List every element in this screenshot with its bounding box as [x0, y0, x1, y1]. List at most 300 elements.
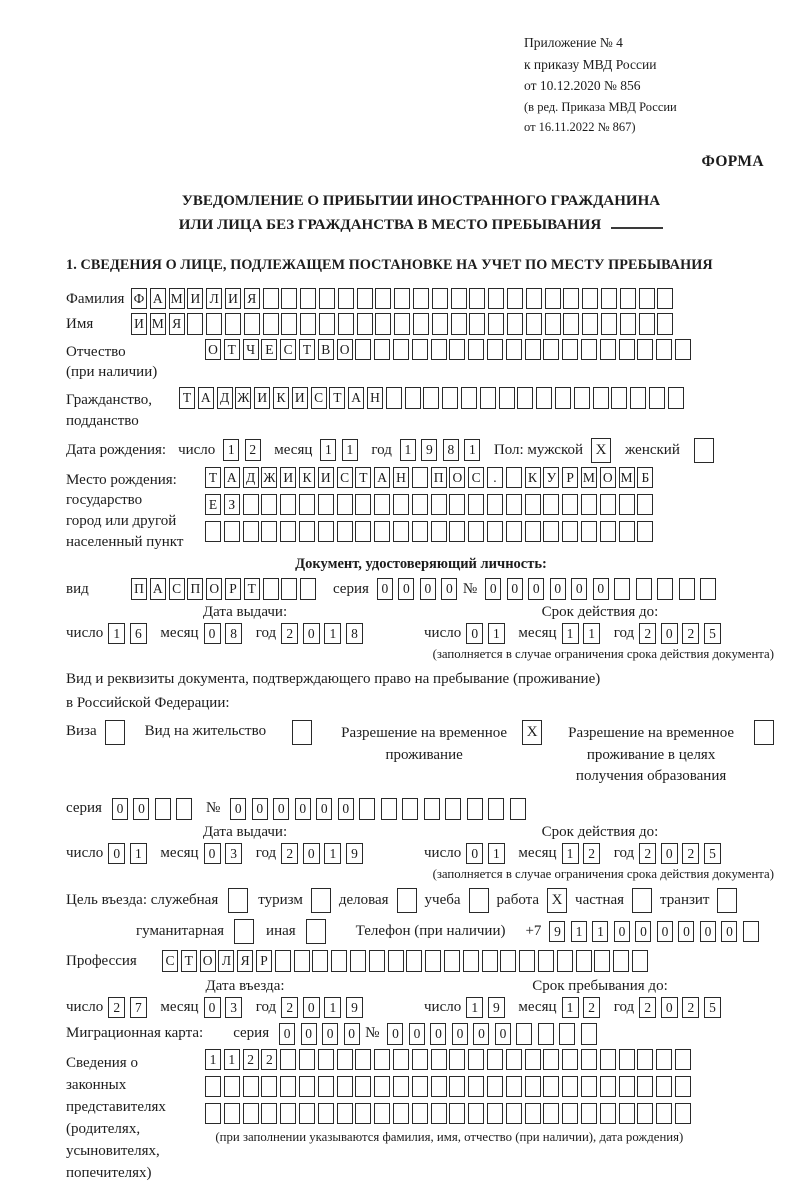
- citizenship-cell[interactable]: [386, 387, 402, 409]
- guardians-3-cell[interactable]: [468, 1103, 484, 1125]
- patronymic-cell[interactable]: Ч: [243, 339, 259, 361]
- guardians-2-cell[interactable]: [280, 1076, 296, 1098]
- permit-issue-day-cell[interactable]: 1: [130, 843, 147, 865]
- guardians-3-cell[interactable]: [412, 1103, 428, 1125]
- citizenship-cell[interactable]: [649, 387, 665, 409]
- guardians-1-cell[interactable]: [374, 1049, 390, 1071]
- guardians-1-cell[interactable]: [355, 1049, 371, 1071]
- phone-cell[interactable]: [743, 921, 759, 943]
- mig-number-cell[interactable]: [559, 1023, 575, 1045]
- permit-number-cell[interactable]: 0: [230, 798, 246, 820]
- doc-number-cell[interactable]: 0: [571, 578, 587, 600]
- given-name-cell[interactable]: [601, 313, 617, 335]
- guardians-3-cell[interactable]: [619, 1103, 635, 1125]
- guardians-1-cell[interactable]: [449, 1049, 465, 1071]
- birthplace-1-cell[interactable]: А: [224, 467, 240, 489]
- birthplace-2-cell[interactable]: [261, 494, 277, 516]
- doc-valid-month-cell[interactable]: 1: [583, 623, 600, 645]
- surname-cell[interactable]: [375, 288, 391, 310]
- birthplace-3-cell[interactable]: [374, 521, 390, 543]
- birthplace-3-cell[interactable]: [487, 521, 503, 543]
- patronymic-cell[interactable]: [619, 339, 635, 361]
- sex-female-checkbox[interactable]: [694, 438, 714, 463]
- permit-series-cell[interactable]: [176, 798, 192, 820]
- profession-cell[interactable]: [425, 950, 441, 972]
- citizenship-cell[interactable]: А: [198, 387, 214, 409]
- given-name-cell[interactable]: [451, 313, 467, 335]
- citizenship-cell[interactable]: [442, 387, 458, 409]
- citizenship-cell[interactable]: [611, 387, 627, 409]
- doc-type-cell[interactable]: [281, 578, 297, 600]
- birthplace-3-cell[interactable]: [543, 521, 559, 543]
- birthplace-3-cell[interactable]: [393, 521, 409, 543]
- doc-valid-month-cell[interactable]: 1: [562, 623, 579, 645]
- guardians-1-cell[interactable]: [675, 1049, 691, 1071]
- doc-valid-year-cell[interactable]: 2: [639, 623, 656, 645]
- birthplace-1-cell[interactable]: Р: [562, 467, 578, 489]
- birthplace-3-cell[interactable]: [224, 521, 240, 543]
- permit-valid-year-cell[interactable]: 2: [682, 843, 699, 865]
- birthplace-3-cell[interactable]: [581, 521, 597, 543]
- patronymic-cell[interactable]: О: [337, 339, 353, 361]
- phone-cell[interactable]: 0: [700, 921, 716, 943]
- surname-cell[interactable]: [394, 288, 410, 310]
- birthplace-1-cell[interactable]: С: [468, 467, 484, 489]
- surname-cell[interactable]: [526, 288, 542, 310]
- given-name-cell[interactable]: [281, 313, 297, 335]
- citizenship-cell[interactable]: [668, 387, 684, 409]
- citizenship-cell[interactable]: [630, 387, 646, 409]
- given-name-cell[interactable]: [432, 313, 448, 335]
- doc-issue-year-cell[interactable]: 0: [303, 623, 320, 645]
- guardians-2-cell[interactable]: [487, 1076, 503, 1098]
- phone-cell[interactable]: 9: [549, 921, 565, 943]
- patronymic-cell[interactable]: [543, 339, 559, 361]
- doc-issue-year-cell[interactable]: 8: [346, 623, 363, 645]
- doc-number-cell[interactable]: [614, 578, 630, 600]
- surname-cell[interactable]: [300, 288, 316, 310]
- purpose-work-checkbox[interactable]: X: [547, 888, 567, 913]
- phone-cell[interactable]: 0: [635, 921, 651, 943]
- guardians-2-cell[interactable]: [619, 1076, 635, 1098]
- doc-type-cell[interactable]: [263, 578, 279, 600]
- guardians-3-cell[interactable]: [543, 1103, 559, 1125]
- doc-valid-day-cell[interactable]: 0: [466, 623, 483, 645]
- profession-cell[interactable]: [482, 950, 498, 972]
- surname-cell[interactable]: [639, 288, 655, 310]
- doc-type-cell[interactable]: П: [131, 578, 147, 600]
- guardians-3-cell[interactable]: [280, 1103, 296, 1125]
- permit-number-cell[interactable]: [467, 798, 483, 820]
- guardians-3-cell[interactable]: [393, 1103, 409, 1125]
- doc-type-cell[interactable]: С: [169, 578, 185, 600]
- surname-cell[interactable]: Л: [206, 288, 222, 310]
- citizenship-cell[interactable]: А: [348, 387, 364, 409]
- surname-cell[interactable]: Ф: [131, 288, 147, 310]
- profession-cell[interactable]: [406, 950, 422, 972]
- birthplace-1-cell[interactable]: [506, 467, 522, 489]
- patronymic-cell[interactable]: [412, 339, 428, 361]
- stay-month-cell[interactable]: 1: [562, 997, 579, 1019]
- given-name-cell[interactable]: [582, 313, 598, 335]
- guardians-3-cell[interactable]: [637, 1103, 653, 1125]
- patronymic-cell[interactable]: [562, 339, 578, 361]
- permit-issue-year-cell[interactable]: 2: [281, 843, 298, 865]
- entry-year-cell[interactable]: 1: [324, 997, 341, 1019]
- birthplace-2-cell[interactable]: [562, 494, 578, 516]
- surname-cell[interactable]: [620, 288, 636, 310]
- birthplace-1-cell[interactable]: А: [374, 467, 390, 489]
- guardians-2-cell[interactable]: [525, 1076, 541, 1098]
- birthplace-3-cell[interactable]: [449, 521, 465, 543]
- guardians-1-cell[interactable]: [318, 1049, 334, 1071]
- citizenship-cell[interactable]: С: [311, 387, 327, 409]
- surname-cell[interactable]: А: [150, 288, 166, 310]
- guardians-1-cell[interactable]: [525, 1049, 541, 1071]
- guardians-2-cell[interactable]: [205, 1076, 221, 1098]
- patronymic-cell[interactable]: С: [280, 339, 296, 361]
- mig-number-cell[interactable]: [538, 1023, 554, 1045]
- surname-cell[interactable]: [563, 288, 579, 310]
- permit-valid-day-cell[interactable]: 0: [466, 843, 483, 865]
- guardians-1-cell[interactable]: [656, 1049, 672, 1071]
- birthplace-3-cell[interactable]: [205, 521, 221, 543]
- surname-cell[interactable]: [338, 288, 354, 310]
- birthplace-1-cell[interactable]: И: [318, 467, 334, 489]
- surname-cell[interactable]: [413, 288, 429, 310]
- citizenship-cell[interactable]: Н: [367, 387, 383, 409]
- phone-cell[interactable]: 0: [678, 921, 694, 943]
- profession-cell[interactable]: [312, 950, 328, 972]
- surname-cell[interactable]: [582, 288, 598, 310]
- stay-day-cell[interactable]: 9: [488, 997, 505, 1019]
- entry-month-cell[interactable]: 3: [225, 997, 242, 1019]
- guardians-2-cell[interactable]: [637, 1076, 653, 1098]
- mig-series-cell[interactable]: 0: [279, 1023, 295, 1045]
- doc-valid-year-cell[interactable]: 5: [704, 623, 721, 645]
- profession-cell[interactable]: Т: [181, 950, 197, 972]
- birthplace-3-cell[interactable]: [600, 521, 616, 543]
- citizenship-cell[interactable]: И: [254, 387, 270, 409]
- guardians-3-cell[interactable]: [562, 1103, 578, 1125]
- birthplace-2-cell[interactable]: [337, 494, 353, 516]
- guardians-1-cell[interactable]: [600, 1049, 616, 1071]
- doc-valid-year-cell[interactable]: 0: [661, 623, 678, 645]
- guardians-1-cell[interactable]: [506, 1049, 522, 1071]
- guardians-3-cell[interactable]: [355, 1103, 371, 1125]
- birthplace-3-cell[interactable]: [299, 521, 315, 543]
- surname-cell[interactable]: [507, 288, 523, 310]
- birthplace-2-cell[interactable]: [581, 494, 597, 516]
- permit-number-cell[interactable]: [381, 798, 397, 820]
- guardians-3-cell[interactable]: [487, 1103, 503, 1125]
- profession-cell[interactable]: [594, 950, 610, 972]
- surname-cell[interactable]: [357, 288, 373, 310]
- doc-issue-day-cell[interactable]: 1: [108, 623, 125, 645]
- birthplace-3-cell[interactable]: [412, 521, 428, 543]
- birth-month-cell[interactable]: 1: [320, 439, 336, 461]
- guardians-2-cell[interactable]: [600, 1076, 616, 1098]
- patronymic-cell[interactable]: [581, 339, 597, 361]
- doc-issue-month-cell[interactable]: 0: [204, 623, 221, 645]
- birthplace-3-cell[interactable]: [280, 521, 296, 543]
- profession-cell[interactable]: [331, 950, 347, 972]
- birth-day-cell[interactable]: 2: [245, 439, 261, 461]
- permit-issue-month-cell[interactable]: 3: [225, 843, 242, 865]
- permit-number-cell[interactable]: 0: [338, 798, 354, 820]
- guardians-2-cell[interactable]: [449, 1076, 465, 1098]
- doc-number-cell[interactable]: 0: [485, 578, 501, 600]
- permit-number-cell[interactable]: 0: [252, 798, 268, 820]
- citizenship-cell[interactable]: И: [292, 387, 308, 409]
- purpose-private-checkbox[interactable]: [632, 888, 652, 913]
- birthplace-1-cell[interactable]: М: [619, 467, 635, 489]
- doc-number-cell[interactable]: 0: [528, 578, 544, 600]
- birthplace-1-cell[interactable]: Б: [637, 467, 653, 489]
- citizenship-cell[interactable]: [499, 387, 515, 409]
- profession-cell[interactable]: [388, 950, 404, 972]
- guardians-1-cell[interactable]: [468, 1049, 484, 1071]
- guardians-1-cell[interactable]: [412, 1049, 428, 1071]
- birthplace-2-cell[interactable]: [412, 494, 428, 516]
- given-name-cell[interactable]: [187, 313, 203, 335]
- doc-type-cell[interactable]: [300, 578, 316, 600]
- surname-cell[interactable]: [601, 288, 617, 310]
- visa-checkbox[interactable]: [105, 720, 125, 745]
- given-name-cell[interactable]: [375, 313, 391, 335]
- birthplace-3-cell[interactable]: [562, 521, 578, 543]
- surname-cell[interactable]: И: [187, 288, 203, 310]
- birthplace-2-cell[interactable]: [525, 494, 541, 516]
- given-name-cell[interactable]: [244, 313, 260, 335]
- guardians-1-cell[interactable]: 1: [224, 1049, 240, 1071]
- birthplace-1-cell[interactable]: Ж: [261, 467, 277, 489]
- doc-number-cell[interactable]: [679, 578, 695, 600]
- mig-number-cell[interactable]: 0: [452, 1023, 468, 1045]
- guardians-2-cell[interactable]: [543, 1076, 559, 1098]
- profession-cell[interactable]: Я: [237, 950, 253, 972]
- profession-cell[interactable]: [350, 950, 366, 972]
- citizenship-cell[interactable]: [593, 387, 609, 409]
- given-name-cell[interactable]: [488, 313, 504, 335]
- guardians-1-cell[interactable]: 2: [261, 1049, 277, 1071]
- birth-day-cell[interactable]: 1: [223, 439, 239, 461]
- guardians-2-cell[interactable]: [337, 1076, 353, 1098]
- permit-number-cell[interactable]: 0: [295, 798, 311, 820]
- doc-series-cell[interactable]: 0: [420, 578, 436, 600]
- birthplace-2-cell[interactable]: [243, 494, 259, 516]
- doc-valid-day-cell[interactable]: 1: [488, 623, 505, 645]
- doc-type-cell[interactable]: А: [150, 578, 166, 600]
- guardians-2-cell[interactable]: [506, 1076, 522, 1098]
- birthplace-2-cell[interactable]: [299, 494, 315, 516]
- patronymic-cell[interactable]: В: [318, 339, 334, 361]
- given-name-cell[interactable]: [319, 313, 335, 335]
- patronymic-cell[interactable]: [393, 339, 409, 361]
- doc-number-cell[interactable]: 0: [550, 578, 566, 600]
- permit-number-cell[interactable]: [445, 798, 461, 820]
- surname-cell[interactable]: [319, 288, 335, 310]
- guardians-3-cell[interactable]: [337, 1103, 353, 1125]
- birthplace-2-cell[interactable]: [487, 494, 503, 516]
- guardians-2-cell[interactable]: [581, 1076, 597, 1098]
- profession-cell[interactable]: [538, 950, 554, 972]
- purpose-business-checkbox[interactable]: [397, 888, 417, 913]
- birthplace-1-cell[interactable]: Т: [355, 467, 371, 489]
- guardians-2-cell[interactable]: [468, 1076, 484, 1098]
- purpose-other-checkbox[interactable]: [306, 919, 326, 944]
- birthplace-1-cell[interactable]: С: [337, 467, 353, 489]
- purpose-humanitarian-checkbox[interactable]: [234, 919, 254, 944]
- phone-cell[interactable]: 0: [657, 921, 673, 943]
- patronymic-cell[interactable]: [431, 339, 447, 361]
- guardians-2-cell[interactable]: [393, 1076, 409, 1098]
- guardians-1-cell[interactable]: [280, 1049, 296, 1071]
- guardians-3-cell[interactable]: [374, 1103, 390, 1125]
- citizenship-cell[interactable]: [405, 387, 421, 409]
- phone-cell[interactable]: 1: [571, 921, 587, 943]
- birthplace-1-cell[interactable]: [412, 467, 428, 489]
- doc-type-cell[interactable]: О: [206, 578, 222, 600]
- guardians-2-cell[interactable]: [675, 1076, 691, 1098]
- citizenship-cell[interactable]: [480, 387, 496, 409]
- given-name-cell[interactable]: [338, 313, 354, 335]
- birthplace-3-cell[interactable]: [525, 521, 541, 543]
- citizenship-cell[interactable]: Т: [179, 387, 195, 409]
- permit-valid-year-cell[interactable]: 2: [639, 843, 656, 865]
- patronymic-cell[interactable]: [506, 339, 522, 361]
- guardians-3-cell[interactable]: [581, 1103, 597, 1125]
- birthplace-2-cell[interactable]: [600, 494, 616, 516]
- citizenship-cell[interactable]: [555, 387, 571, 409]
- entry-month-cell[interactable]: 0: [204, 997, 221, 1019]
- doc-issue-year-cell[interactable]: 1: [324, 623, 341, 645]
- guardians-1-cell[interactable]: [637, 1049, 653, 1071]
- guardians-2-cell[interactable]: [374, 1076, 390, 1098]
- birthplace-2-cell[interactable]: [468, 494, 484, 516]
- permit-number-cell[interactable]: [424, 798, 440, 820]
- birthplace-2-cell[interactable]: [393, 494, 409, 516]
- guardians-3-cell[interactable]: [656, 1103, 672, 1125]
- permit-number-cell[interactable]: [510, 798, 526, 820]
- profession-cell[interactable]: [444, 950, 460, 972]
- permit-number-cell[interactable]: [488, 798, 504, 820]
- permit-series-cell[interactable]: [155, 798, 171, 820]
- purpose-tourism-checkbox[interactable]: [311, 888, 331, 913]
- entry-day-cell[interactable]: 7: [130, 997, 147, 1019]
- guardians-3-cell[interactable]: [449, 1103, 465, 1125]
- temp-residence-edu-checkbox[interactable]: [754, 720, 774, 745]
- guardians-2-cell[interactable]: [562, 1076, 578, 1098]
- residence-permit-checkbox[interactable]: [292, 720, 312, 745]
- sex-male-checkbox[interactable]: X: [591, 438, 611, 463]
- doc-series-cell[interactable]: 0: [441, 578, 457, 600]
- patronymic-cell[interactable]: [449, 339, 465, 361]
- doc-series-cell[interactable]: 0: [398, 578, 414, 600]
- patronymic-cell[interactable]: О: [205, 339, 221, 361]
- guardians-2-cell[interactable]: [412, 1076, 428, 1098]
- patronymic-cell[interactable]: [637, 339, 653, 361]
- citizenship-cell[interactable]: К: [273, 387, 289, 409]
- guardians-3-cell[interactable]: [243, 1103, 259, 1125]
- guardians-1-cell[interactable]: [487, 1049, 503, 1071]
- given-name-cell[interactable]: [563, 313, 579, 335]
- citizenship-cell[interactable]: [423, 387, 439, 409]
- profession-cell[interactable]: [519, 950, 535, 972]
- birthplace-1-cell[interactable]: И: [280, 467, 296, 489]
- mig-series-cell[interactable]: 0: [301, 1023, 317, 1045]
- guardians-2-cell[interactable]: [224, 1076, 240, 1098]
- guardians-1-cell[interactable]: [543, 1049, 559, 1071]
- given-name-cell[interactable]: [657, 313, 673, 335]
- profession-cell[interactable]: [500, 950, 516, 972]
- mig-number-cell[interactable]: [516, 1023, 532, 1045]
- citizenship-cell[interactable]: Ж: [235, 387, 251, 409]
- mig-number-cell[interactable]: [581, 1023, 597, 1045]
- permit-series-cell[interactable]: 0: [112, 798, 128, 820]
- profession-cell[interactable]: Л: [218, 950, 234, 972]
- birthplace-2-cell[interactable]: [355, 494, 371, 516]
- mig-series-cell[interactable]: 0: [344, 1023, 360, 1045]
- given-name-cell[interactable]: [357, 313, 373, 335]
- phone-cell[interactable]: 0: [614, 921, 630, 943]
- stay-year-cell[interactable]: 2: [639, 997, 656, 1019]
- citizenship-cell[interactable]: Т: [329, 387, 345, 409]
- mig-number-cell[interactable]: 0: [430, 1023, 446, 1045]
- birthplace-2-cell[interactable]: [318, 494, 334, 516]
- birthplace-2-cell[interactable]: [619, 494, 635, 516]
- birthplace-3-cell[interactable]: [337, 521, 353, 543]
- doc-type-cell[interactable]: Т: [244, 578, 260, 600]
- patronymic-cell[interactable]: [525, 339, 541, 361]
- birthplace-1-cell[interactable]: Н: [393, 467, 409, 489]
- guardians-3-cell[interactable]: [205, 1103, 221, 1125]
- birthplace-2-cell[interactable]: [506, 494, 522, 516]
- permit-issue-year-cell[interactable]: 9: [346, 843, 363, 865]
- doc-number-cell[interactable]: [657, 578, 673, 600]
- permit-issue-year-cell[interactable]: 0: [303, 843, 320, 865]
- guardians-3-cell[interactable]: [600, 1103, 616, 1125]
- patronymic-cell[interactable]: Е: [261, 339, 277, 361]
- guardians-2-cell[interactable]: [431, 1076, 447, 1098]
- doc-type-cell[interactable]: Р: [225, 578, 241, 600]
- given-name-cell[interactable]: [545, 313, 561, 335]
- doc-number-cell[interactable]: 0: [593, 578, 609, 600]
- profession-cell[interactable]: [632, 950, 648, 972]
- guardians-2-cell[interactable]: [299, 1076, 315, 1098]
- doc-number-cell[interactable]: 0: [507, 578, 523, 600]
- guardians-1-cell[interactable]: 2: [243, 1049, 259, 1071]
- birthplace-3-cell[interactable]: [261, 521, 277, 543]
- stay-month-cell[interactable]: 2: [583, 997, 600, 1019]
- birthplace-1-cell[interactable]: Т: [205, 467, 221, 489]
- birth-year-cell[interactable]: 1: [464, 439, 480, 461]
- entry-year-cell[interactable]: 9: [346, 997, 363, 1019]
- birthplace-1-cell[interactable]: О: [600, 467, 616, 489]
- guardians-2-cell[interactable]: [243, 1076, 259, 1098]
- doc-issue-year-cell[interactable]: 2: [281, 623, 298, 645]
- patronymic-cell[interactable]: [600, 339, 616, 361]
- surname-cell[interactable]: [545, 288, 561, 310]
- given-name-cell[interactable]: [300, 313, 316, 335]
- phone-cell[interactable]: 1: [592, 921, 608, 943]
- guardians-2-cell[interactable]: [656, 1076, 672, 1098]
- guardians-3-cell[interactable]: [299, 1103, 315, 1125]
- birthplace-3-cell[interactable]: [619, 521, 635, 543]
- surname-cell[interactable]: [281, 288, 297, 310]
- birthplace-2-cell[interactable]: [280, 494, 296, 516]
- given-name-cell[interactable]: [469, 313, 485, 335]
